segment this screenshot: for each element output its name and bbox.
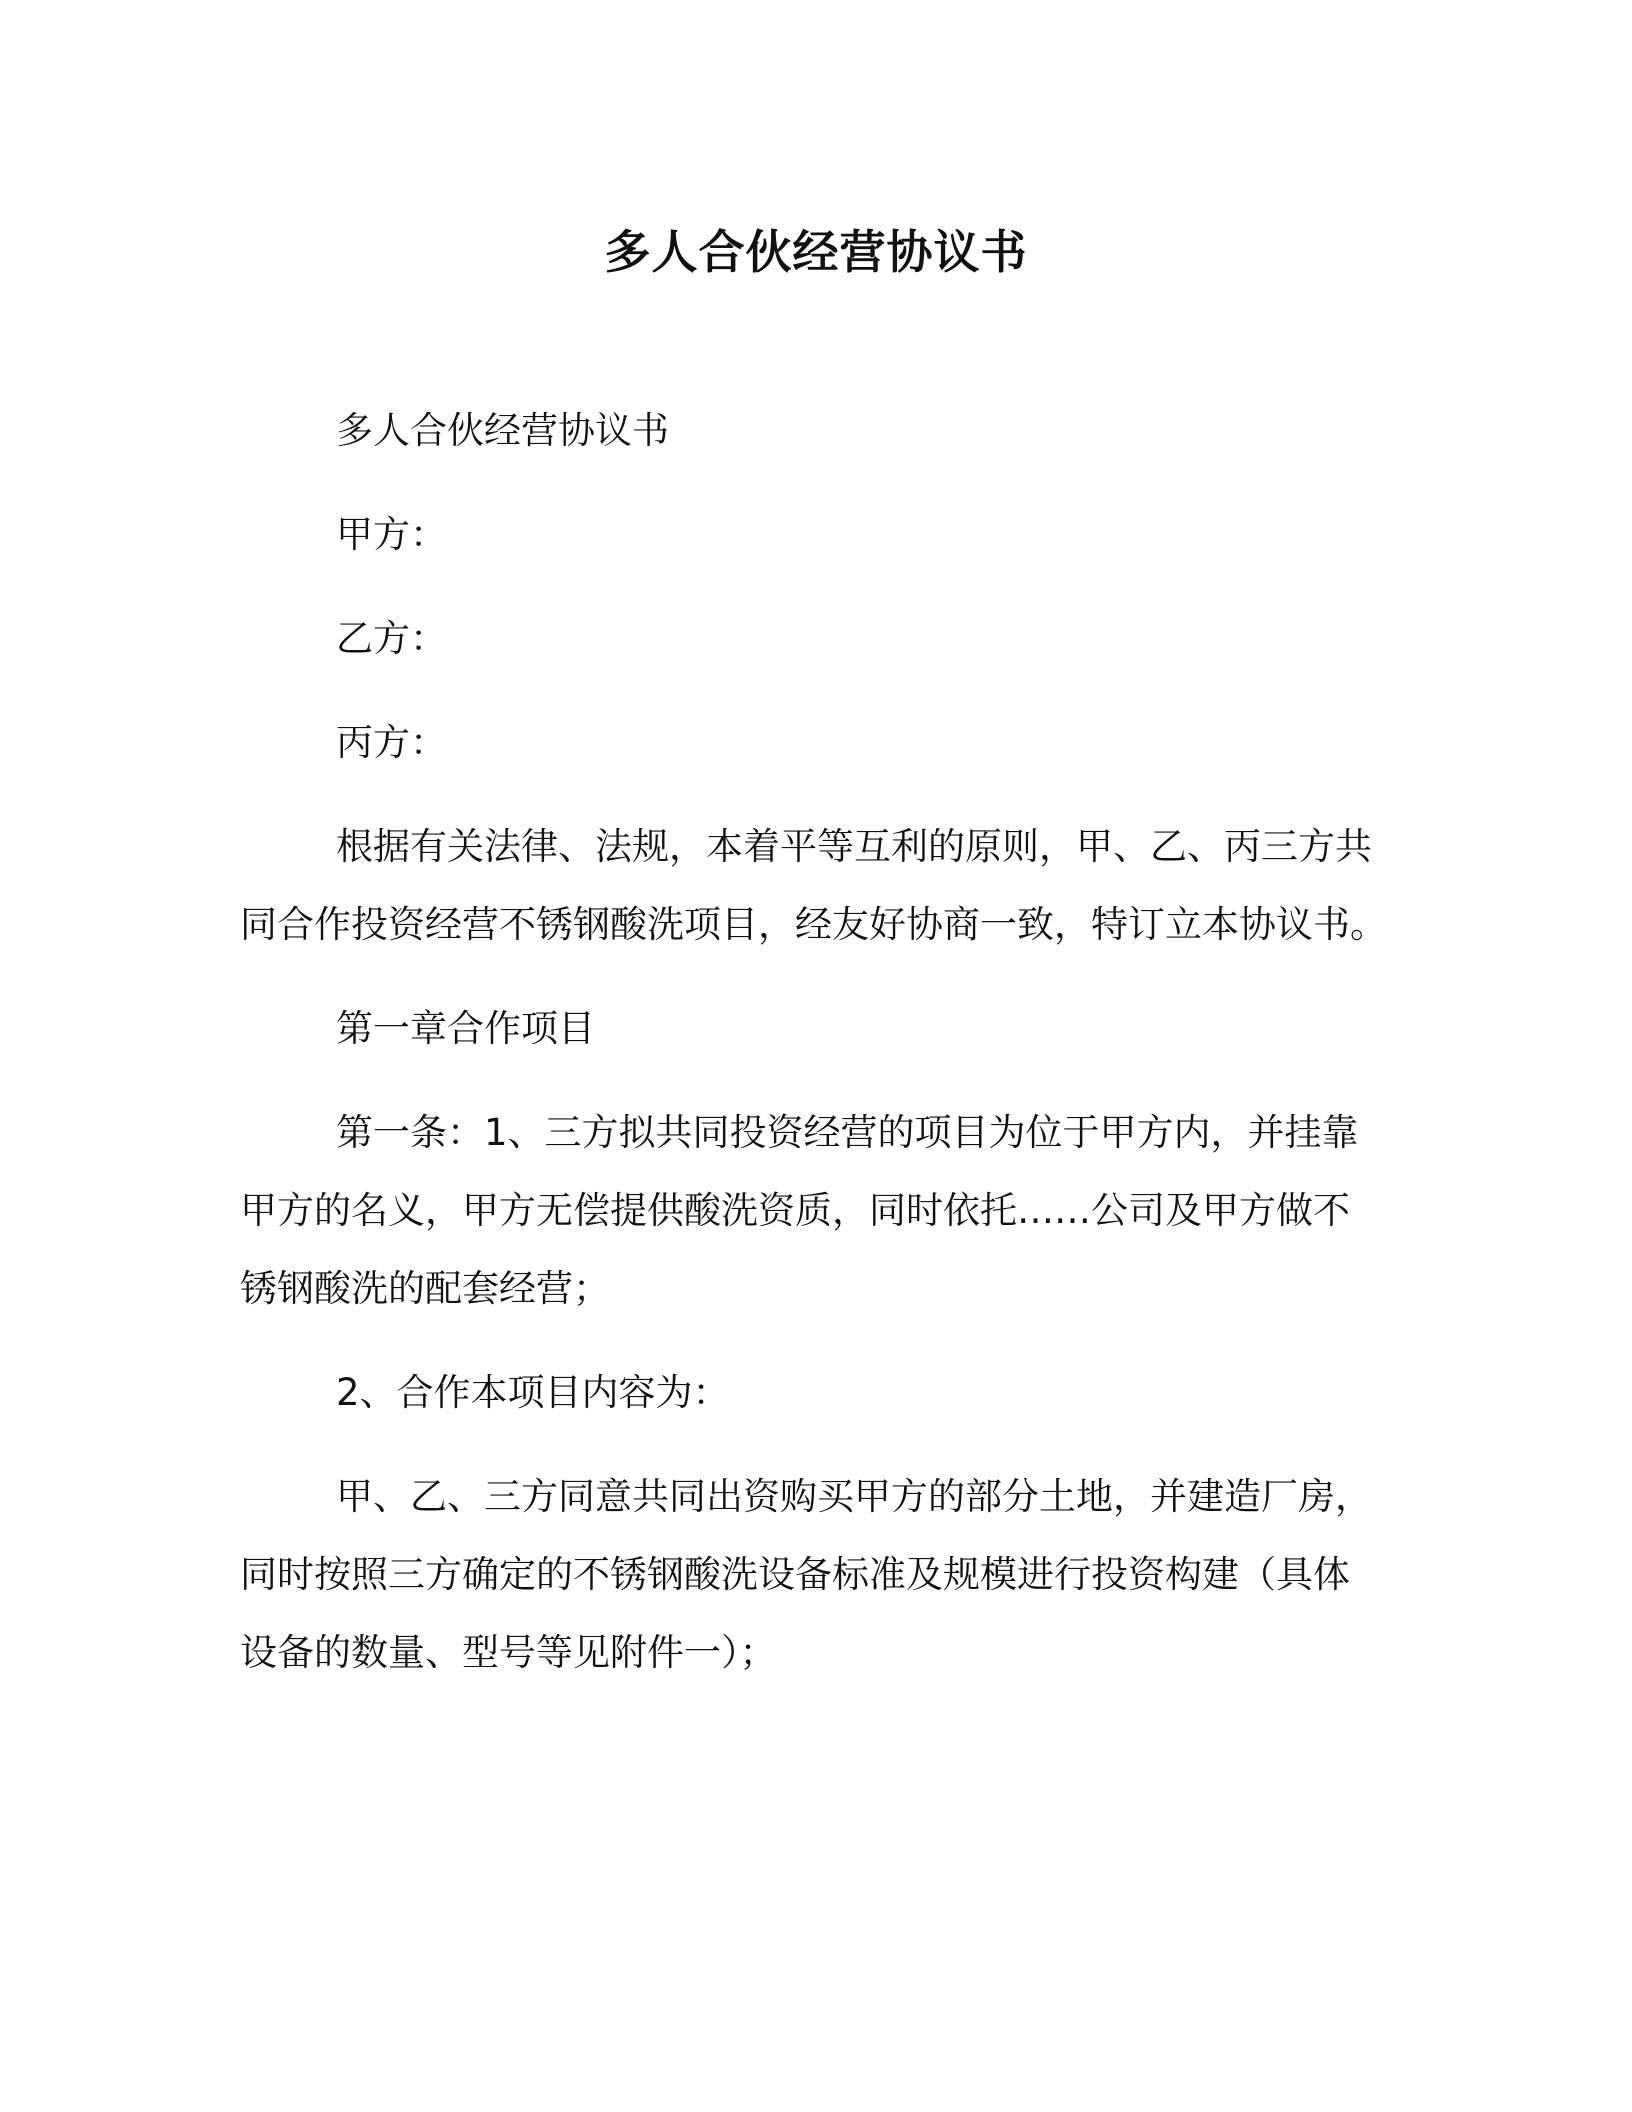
paragraph-party-b (240, 600, 1400, 678)
paragraph-line: 第一条：1、三方拟共同投资经营的项目为位于甲方内，并挂靠 (336, 1111, 1359, 1154)
paragraph-line: 甲方的名义，甲方无偿提供酸洗资质，同时依托……公司及甲方做不 (240, 1189, 1350, 1232)
paragraph-line: 甲、乙、三方同意共同出资购买甲方的部分土地，并建造厂房， (336, 1475, 1372, 1518)
paragraph-line: 甲方： (336, 513, 447, 556)
paragraph-line: 锈钢酸洗的配套经营； (240, 1267, 610, 1310)
paragraph-heading-repeat (240, 392, 1400, 470)
paragraph-preamble (240, 808, 1400, 964)
document-body (240, 392, 1400, 1718)
paragraph-line: 乙方： (336, 617, 447, 660)
paragraph-chapter-heading (240, 990, 1400, 1068)
paragraph-line: 设备的数量、型号等见附件一）； (240, 1631, 777, 1674)
paragraph-line: 丙方： (336, 721, 447, 764)
paragraph-line: 第一章合作项目 (336, 1007, 595, 1050)
paragraph-line: 根据有关法律、法规，本着平等互利的原则，甲、乙、丙三方共 (336, 825, 1372, 868)
paragraph-article-1 (240, 1094, 1400, 1328)
document-title: 多人合伙经营协议书 (604, 225, 1028, 279)
paragraph-party-a (240, 496, 1400, 574)
paragraph-line: 2、合作本项目内容为： (336, 1371, 730, 1414)
paragraph-line: 同合作投资经营不锈钢酸洗项目，经友好协商一致，特订立本协议书。 (240, 903, 1387, 946)
paragraph-line: 同时按照三方确定的不锈钢酸洗设备标准及规模进行投资构建（具体 (240, 1553, 1350, 1596)
paragraph-item-2-content (240, 1458, 1400, 1692)
paragraph-line: 多人合伙经营协议书 (336, 409, 669, 452)
paragraph-item-2 (240, 1354, 1400, 1432)
paragraph-party-c (240, 704, 1400, 782)
